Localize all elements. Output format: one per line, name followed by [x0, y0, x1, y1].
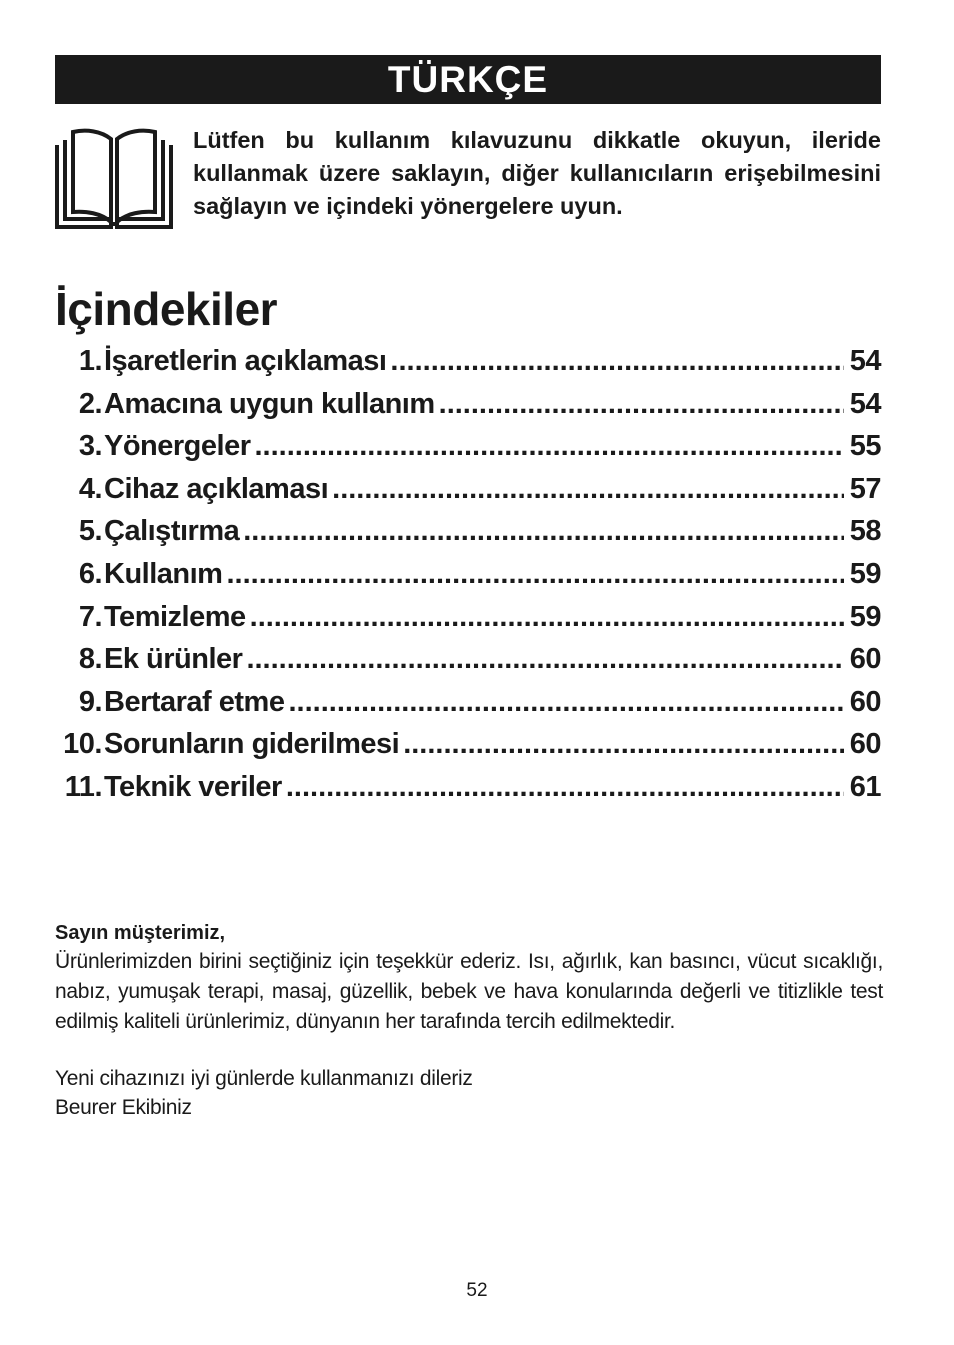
toc-label: Sorunların giderilmesi — [104, 728, 400, 761]
toc-number: 6. — [78, 557, 102, 590]
toc-leader-dots — [286, 771, 844, 804]
toc-number: 11. — [64, 770, 102, 803]
intro-text: Lütfen bu kullanım kılavuzunu dikkatle okuyun, ileride kullanmak üzere saklayın, diğer kullanıcıların erişebilmesini sağlayın ve içindeki yönergelere uyun. — [193, 127, 881, 219]
toc-label: Teknik veriler — [104, 770, 282, 803]
open-book-icon — [54, 127, 174, 230]
toc-label: Yönergeler — [104, 430, 251, 463]
toc-leader-dots — [439, 388, 844, 421]
toc-page: 58 — [849, 515, 881, 548]
toc-label: Kullanım — [104, 557, 223, 590]
toc-number: 4. — [78, 472, 102, 505]
toc-leader-dots — [250, 601, 844, 634]
toc-number: 9. — [78, 685, 102, 718]
toc-page: 59 — [849, 600, 881, 633]
toc-item[interactable] — [55, 558, 881, 601]
toc-page: 57 — [849, 472, 881, 505]
toc-page: 55 — [849, 430, 881, 463]
toc-page: 60 — [849, 728, 881, 761]
toc-page: 59 — [849, 557, 881, 590]
toc-leader-dots — [243, 515, 844, 548]
toc-item[interactable] — [55, 515, 881, 558]
toc-page: 61 — [849, 770, 881, 803]
greeting: Sayın müşterimiz, — [55, 922, 226, 944]
toc-label: Amacına uygun kullanım — [104, 387, 435, 420]
toc-number: 8. — [78, 643, 102, 676]
page-number: 52 — [466, 1280, 488, 1301]
toc-label: İşaretlerin açıklaması — [104, 345, 387, 377]
toc-label: Ek ürünler — [104, 643, 243, 676]
toc-item[interactable] — [55, 473, 881, 516]
language-header — [55, 55, 881, 104]
closing-wish: Yeni cihazınızı iyi günlerde kullanmanızı dileriz — [55, 1067, 473, 1090]
toc-number: 5. — [78, 515, 102, 548]
toc-leader-dots — [390, 345, 843, 378]
toc-leader-dots — [288, 686, 843, 719]
toc-label: Temizleme — [104, 600, 246, 633]
toc-page: 54 — [849, 345, 881, 377]
toc-page: 60 — [849, 643, 881, 676]
toc-title: İçindekiler — [55, 283, 278, 335]
toc-item[interactable] — [55, 388, 881, 431]
toc-number: 10. — [63, 728, 102, 761]
letter-body: Ürünlerimizden birini seçtiğiniz için teşekkür ederiz. Isı, ağırlık, kan basıncı, vücut sıcaklığı, nabız, yumuşak terapi, masaj, güzellik, bebek ve hava konularında değerli ve titizlikle test edilmiş kaliteli ürünlerimiz, dünyanın her tarafında tercih edilmektedir. — [55, 950, 883, 1033]
toc-label: Çalıştırma — [104, 515, 240, 548]
toc-item[interactable] — [55, 430, 881, 473]
table-of-contents — [55, 345, 881, 814]
toc-number: 3. — [78, 430, 102, 463]
toc-page: 60 — [849, 685, 881, 718]
toc-leader-dots — [332, 473, 844, 506]
toc-item[interactable] — [55, 686, 881, 729]
letter-closing — [55, 1064, 473, 1122]
toc-number: 7. — [78, 600, 102, 633]
toc-label: Bertaraf etme — [104, 685, 285, 718]
toc-page: 54 — [849, 387, 881, 420]
toc-label: Cihaz açıklaması — [104, 472, 329, 505]
toc-item[interactable] — [55, 345, 881, 388]
language-title: TÜRKÇE — [387, 58, 549, 100]
toc-number: 2. — [78, 387, 102, 420]
toc-leader-dots — [246, 643, 843, 676]
toc-item[interactable] — [55, 728, 881, 771]
toc-item[interactable] — [55, 771, 881, 814]
signature: Beurer Ekibiniz — [55, 1096, 192, 1119]
toc-leader-dots — [255, 430, 844, 463]
toc-leader-dots — [226, 558, 843, 591]
toc-number: 1. — [78, 345, 102, 377]
toc-leader-dots — [403, 728, 844, 761]
toc-item[interactable] — [55, 601, 881, 644]
toc-item[interactable] — [55, 643, 881, 686]
